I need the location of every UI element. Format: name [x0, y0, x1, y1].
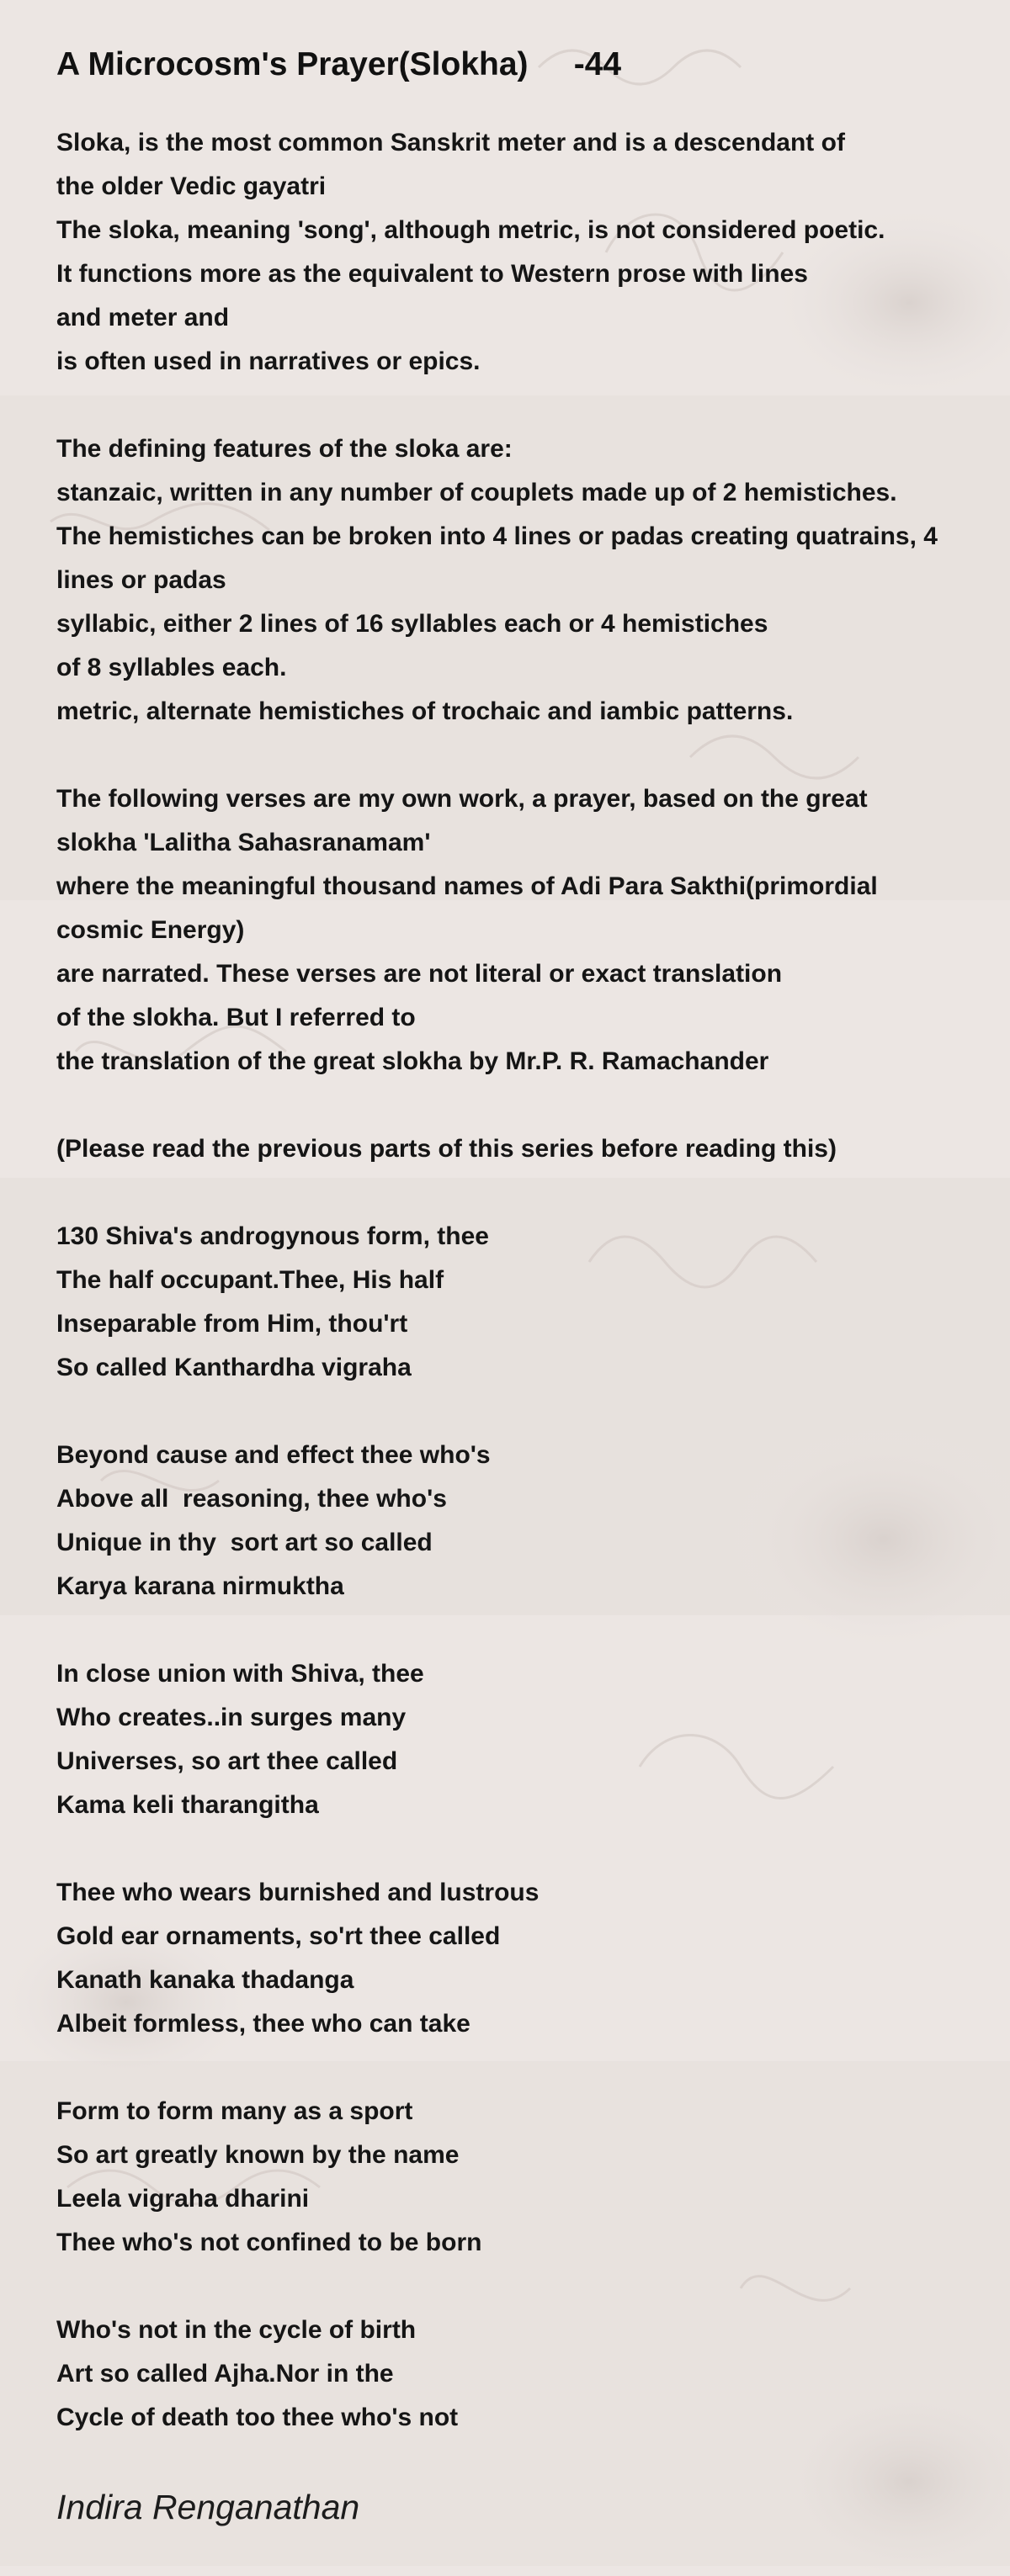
- poem-line: stanzaic, written in any number of couplets made up of 2 hemistiches.: [56, 479, 897, 506]
- poem-line: slokha 'Lalitha Sahasranamam': [56, 829, 431, 856]
- poem-line: Who creates..in surges many: [56, 1704, 407, 1731]
- poem-line: Form to form many as a sport: [56, 2097, 413, 2125]
- poem-line: 130 Shiva's androgynous form, thee: [56, 1222, 489, 1250]
- poem-line: cosmic Energy): [56, 916, 245, 944]
- poem-body: [56, 121, 954, 2440]
- poem-line: [56, 2046, 954, 2090]
- poem-line: The following verses are my own work, a prayer, based on the great: [56, 785, 868, 813]
- poem-line: [56, 2265, 954, 2308]
- poem-line: of the slokha. But I referred to: [56, 1004, 416, 1031]
- poem-line: of 8 syllables each.: [56, 654, 287, 681]
- poem-author[interactable]: Indira Renganathan: [56, 2488, 360, 2526]
- poem-line: and meter and: [56, 304, 230, 331]
- poem-line: Kanath kanaka thadanga: [56, 1966, 354, 1994]
- poem-line: Thee who wears burnished and lustrous: [56, 1879, 540, 1906]
- poem-line: Art so called Ajha.Nor in the: [56, 2360, 394, 2388]
- poem-line: Cycle of death too thee who's not: [56, 2404, 459, 2431]
- poem-line: It functions more as the equivalent to Western prose with lines: [56, 260, 808, 288]
- poem-line: (Please read the previous parts of this series before reading this): [56, 1135, 837, 1163]
- poem-line: Gold ear ornaments, so'rt thee called: [56, 1922, 501, 1950]
- poem-line: the translation of the great slokha by Mr.P. R. Ramachander: [56, 1047, 769, 1075]
- poem-line: [56, 734, 954, 777]
- poem-line: [56, 1171, 954, 1215]
- poem-line: Albeit formless, thee who can take: [56, 2010, 470, 2038]
- poem-line: Beyond cause and effect thee who's: [56, 1441, 491, 1469]
- poem-line: metric, alternate hemistiches of trochaic and iambic patterns.: [56, 697, 794, 725]
- poem-line: Universes, so art thee called: [56, 1747, 398, 1775]
- poem-line: are narrated. These verses are not literal or exact translation: [56, 960, 783, 988]
- poem-line: Who's not in the cycle of birth: [56, 2316, 417, 2344]
- poem-line: Sloka, is the most common Sanskrit meter and is a descendant of: [56, 129, 845, 156]
- poem-title: A Microcosm's Prayer(Slokha) -44: [56, 46, 622, 82]
- poem-line: the older Vedic gayatri: [56, 172, 327, 200]
- poem-line: The hemistiches can be broken into 4 lines or padas creating quatrains, 4: [56, 522, 938, 550]
- poem-line: Thee who's not confined to be born: [56, 2229, 482, 2256]
- poem-line: [56, 1609, 954, 1652]
- poem-line: [56, 1390, 954, 1434]
- poem-line: Inseparable from Him, thou'rt: [56, 1310, 408, 1338]
- poem-line: Above all reasoning, thee who's: [56, 1485, 447, 1513]
- poem-line: In close union with Shiva, thee: [56, 1660, 424, 1688]
- poem-line: Karya karana nirmuktha: [56, 1572, 344, 1600]
- poem-line: syllabic, either 2 lines of 16 syllables each or 4 hemistiches: [56, 610, 768, 638]
- poem-line: where the meaningful thousand names of Adi Para Sakthi(primordial: [56, 872, 878, 900]
- poem-line: Kama keli tharangitha: [56, 1791, 319, 1819]
- poem-line: [56, 1827, 954, 1871]
- poem-line: So called Kanthardha vigraha: [56, 1354, 412, 1381]
- poem-line: is often used in narratives or epics.: [56, 347, 481, 375]
- poem-line: The sloka, meaning 'song', although metric, is not considered poetic.: [56, 216, 885, 244]
- poem-line: [56, 1084, 954, 1127]
- poem-line: So art greatly known by the name: [56, 2141, 460, 2169]
- poem-line: Leela vigraha dharini: [56, 2185, 310, 2213]
- poem-line: lines or padas: [56, 566, 226, 594]
- poem-line: The defining features of the sloka are:: [56, 435, 513, 463]
- poem-line: Unique in thy sort art so called: [56, 1529, 433, 1556]
- poem-line: [56, 384, 954, 427]
- poem-line: The half occupant.Thee, His half: [56, 1266, 444, 1294]
